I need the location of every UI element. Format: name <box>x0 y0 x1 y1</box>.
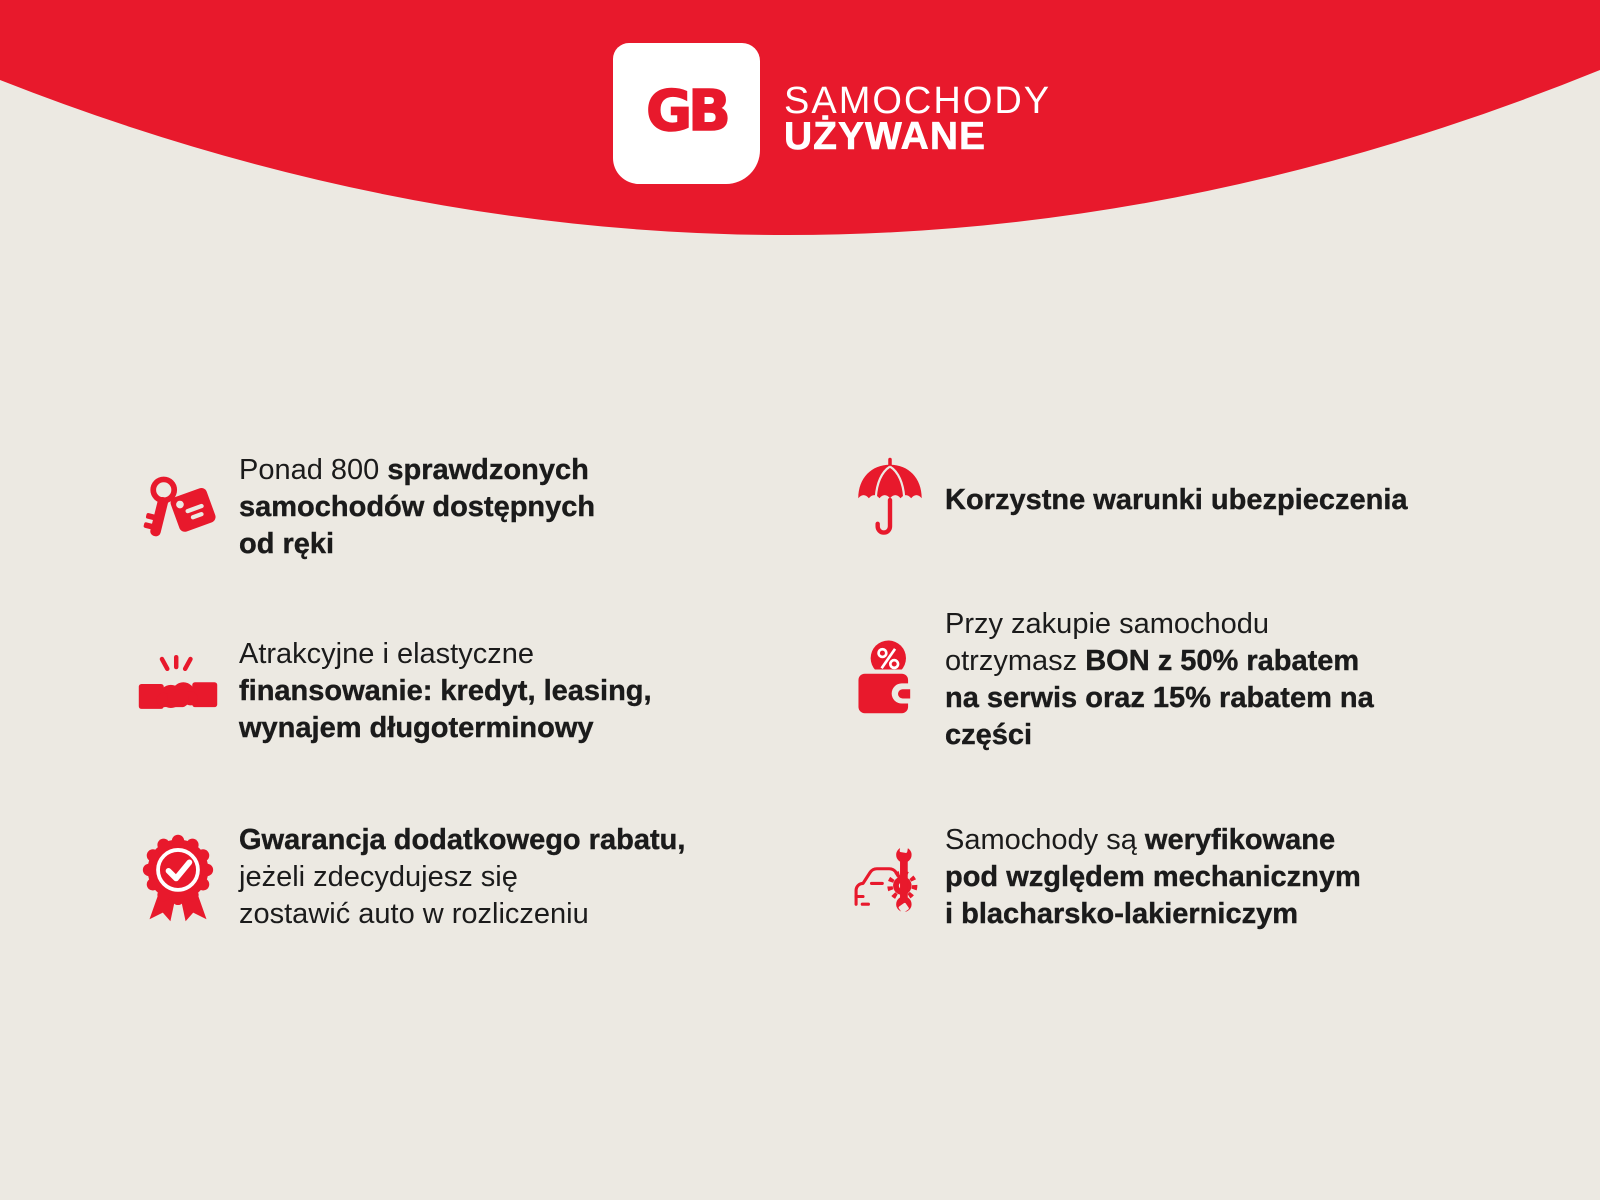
feature-text-bold: części <box>945 719 1033 751</box>
feature-text-regular: Samochody są <box>945 824 1145 856</box>
feature-text-regular: Przy zakupie samochodu <box>945 608 1269 640</box>
feature-line <box>239 636 652 673</box>
feature-text-bold: od ręki <box>239 528 335 560</box>
feature-line <box>239 710 652 747</box>
feature-line <box>945 680 1374 717</box>
feature-text <box>945 822 1361 933</box>
header-curve <box>0 0 1600 400</box>
feature-text-regular: jeżeli zdecydujesz się <box>239 861 518 893</box>
feature-text-bold: samochodów dostępnych <box>239 491 596 523</box>
umbrella-icon <box>853 455 927 545</box>
brand-line-1: SAMOCHODY <box>784 80 1052 122</box>
feature-text-bold: Gwarancja dodatkowego rabatu, <box>239 824 686 856</box>
brand-title <box>784 80 1052 158</box>
feature-text <box>239 636 652 747</box>
feature-financing <box>137 636 652 747</box>
feature-line <box>945 606 1374 643</box>
feature-text-bold: finansowanie: kredyt, leasing, <box>239 675 652 707</box>
feature-text-bold: i blacharsko-lakierniczym <box>945 898 1298 930</box>
feature-line <box>239 822 685 859</box>
feature-text-bold: BON z 50% rabatem <box>1085 645 1360 677</box>
badge-check-icon <box>137 830 219 925</box>
feature-text-bold: pod względem mechanicznym <box>945 861 1361 893</box>
wallet-percent-icon <box>853 634 927 726</box>
feature-line <box>945 482 1408 519</box>
feature-text-bold: weryfikowane <box>1144 824 1336 856</box>
feature-insurance <box>853 452 1408 548</box>
feature-text <box>239 452 595 563</box>
logo-card <box>613 43 760 184</box>
feature-line <box>945 859 1361 896</box>
feature-line <box>239 526 595 563</box>
feature-text-bold: wynajem długoterminowy <box>239 712 594 744</box>
feature-text-regular: zostawić auto w rozliczeniu <box>239 898 589 930</box>
feature-discount-guarantee <box>137 822 685 933</box>
feature-line <box>239 859 685 896</box>
feature-line <box>239 452 595 489</box>
feature-line <box>945 643 1374 680</box>
brand-line-2: UŻYWANE <box>784 115 986 158</box>
car-service-icon <box>853 834 927 922</box>
feature-line <box>945 717 1374 754</box>
feature-verification <box>853 822 1361 933</box>
feature-line <box>945 896 1361 933</box>
feature-text-regular: otrzymasz <box>945 645 1086 677</box>
gb-logo: GB <box>646 79 727 144</box>
feature-text-bold: sprawdzonych <box>387 454 589 486</box>
feature-text-bold: Korzystne warunki ubezpieczenia <box>945 483 1408 516</box>
feature-text-bold: na serwis oraz 15% rabatem na <box>945 682 1374 714</box>
car-keys-icon <box>137 468 219 548</box>
feature-text <box>239 822 685 933</box>
feature-line <box>945 822 1361 859</box>
feature-text <box>945 482 1408 519</box>
handshake-icon <box>137 652 219 732</box>
feature-text-regular: Atrakcyjne i elastyczne <box>239 638 534 670</box>
feature-line <box>239 489 595 526</box>
feature-text-regular: Ponad 800 <box>239 454 388 486</box>
feature-line <box>239 896 685 933</box>
feature-service-voucher <box>853 606 1374 754</box>
feature-line <box>239 673 652 710</box>
feature-text <box>945 606 1374 754</box>
feature-inventory <box>137 452 595 563</box>
